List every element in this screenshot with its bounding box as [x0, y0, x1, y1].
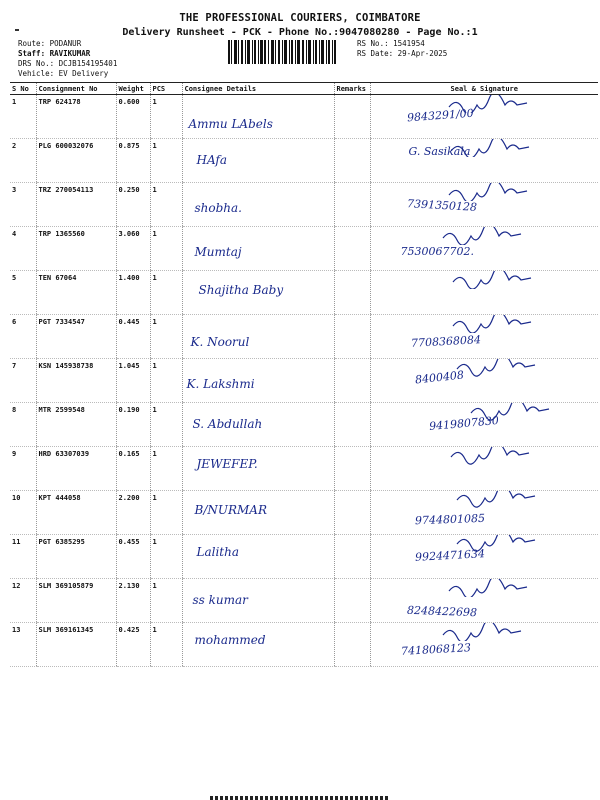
- col-signature: Seal & Signature: [370, 83, 598, 95]
- row-consignee-cell: [182, 623, 334, 667]
- row-signature-cell: [370, 271, 598, 315]
- row-signature-cell: [370, 139, 598, 183]
- table-row: [10, 315, 598, 359]
- row-weight: 1.400: [116, 271, 150, 315]
- scan-edge-mark: [210, 796, 390, 800]
- row-sno: 9: [10, 447, 36, 491]
- row-pcs: 1: [150, 623, 182, 667]
- signature-handwriting: 8400408: [413, 368, 465, 387]
- table-row: [10, 535, 598, 579]
- row-weight: 0.875: [116, 139, 150, 183]
- row-sno: 5: [10, 271, 36, 315]
- signature-handwriting: 9843291/00: [406, 106, 474, 125]
- col-consignee: Consignee Details: [182, 83, 334, 95]
- row-remarks: [334, 491, 370, 535]
- row-weight: 0.600: [116, 95, 150, 139]
- table-row: [10, 359, 598, 403]
- row-consignee-cell: [182, 579, 334, 623]
- row-consignee-cell: [182, 227, 334, 271]
- row-pcs: 1: [150, 95, 182, 139]
- row-consignee-cell: [182, 183, 334, 227]
- drs-label: DRS No.: DCJB154195401: [18, 59, 118, 68]
- row-pcs: 1: [150, 403, 182, 447]
- signature-scribble: [455, 359, 545, 377]
- signature-scribble: [449, 447, 539, 465]
- row-sno: 4: [10, 227, 36, 271]
- row-consignee-cell: [182, 95, 334, 139]
- consignee-handwriting: Mumtaj: [194, 245, 242, 259]
- consignee-handwriting: Shajitha Baby: [198, 283, 284, 297]
- row-consignment-no: HRD 63307039: [36, 447, 116, 491]
- row-remarks: [334, 623, 370, 667]
- runsheet-subtitle: Delivery Runsheet - PCK - Phone No.:9047080280 - Page No.:1: [122, 27, 478, 38]
- row-signature-cell: [370, 227, 598, 271]
- signature-scribble: [441, 623, 531, 641]
- row-consignee-cell: [182, 271, 334, 315]
- signature-handwriting: 8248422698: [406, 603, 477, 620]
- row-consignee-cell: [182, 359, 334, 403]
- signature-scribble: [447, 183, 537, 201]
- row-weight: 3.060: [116, 227, 150, 271]
- table-row: [10, 95, 598, 139]
- row-weight: 0.455: [116, 535, 150, 579]
- table-row: [10, 271, 598, 315]
- row-pcs: 1: [150, 271, 182, 315]
- row-remarks: [334, 403, 370, 447]
- signature-handwriting: 7391350128: [406, 197, 477, 214]
- table-row: [10, 227, 598, 271]
- table-row: [10, 139, 598, 183]
- row-pcs: 1: [150, 447, 182, 491]
- row-remarks: [334, 271, 370, 315]
- row-remarks: [334, 183, 370, 227]
- consignee-handwriting: HAfa: [196, 153, 228, 167]
- row-consignment-no: TRP 1365560: [36, 227, 116, 271]
- signature-handwriting: 7418068123: [400, 641, 471, 658]
- row-sno: 3: [10, 183, 36, 227]
- signature-scribble: [455, 491, 545, 509]
- row-consignment-no: TRZ 270054113: [36, 183, 116, 227]
- consignee-handwriting: S. Abdullah: [192, 417, 263, 431]
- signature-scribble: [441, 227, 531, 245]
- consignee-handwriting: B/NURMAR: [194, 503, 267, 517]
- row-weight: 1.045: [116, 359, 150, 403]
- signature-handwriting: G. Sasikala: [408, 145, 471, 158]
- company-title: THE PROFESSIONAL COURIERS, COIMBATORE: [179, 12, 421, 24]
- signature-scribble: [451, 315, 541, 333]
- col-remarks: Remarks: [334, 83, 370, 95]
- row-weight: 0.165: [116, 447, 150, 491]
- row-consignee-cell: [182, 447, 334, 491]
- row-pcs: 1: [150, 579, 182, 623]
- row-remarks: [334, 227, 370, 271]
- row-consignment-no: SLM 369105879: [36, 579, 116, 623]
- row-sno: 13: [10, 623, 36, 667]
- table-row: [10, 403, 598, 447]
- signature-handwriting: 9744801085: [414, 511, 485, 528]
- row-pcs: 1: [150, 315, 182, 359]
- signature-handwriting: 9924471634: [414, 547, 485, 564]
- row-pcs: 1: [150, 183, 182, 227]
- row-weight: 0.190: [116, 403, 150, 447]
- consignee-handwriting: JEWEFEP.: [196, 457, 258, 471]
- row-pcs: 1: [150, 359, 182, 403]
- runsheet-table: [10, 83, 598, 667]
- signature-scribble: [447, 579, 537, 597]
- row-consignment-no: TRP 624178: [36, 95, 116, 139]
- col-consignment: Consignment No: [36, 83, 116, 95]
- row-consignment-no: TEN 67064: [36, 271, 116, 315]
- row-remarks: [334, 359, 370, 403]
- signature-handwriting: 9419807830: [428, 413, 499, 434]
- table-row: [10, 183, 598, 227]
- row-sno: 11: [10, 535, 36, 579]
- table-row: [10, 491, 598, 535]
- row-consignment-no: PGT 7334547: [36, 315, 116, 359]
- row-consignment-no: MTR 2599548: [36, 403, 116, 447]
- consignee-handwriting: shobha.: [194, 201, 242, 215]
- table-row: [10, 447, 598, 491]
- row-signature-cell: [370, 623, 598, 667]
- row-weight: 2.130: [116, 579, 150, 623]
- signature-handwriting: 7530067702.: [400, 245, 474, 258]
- row-consignment-no: KPT 444058: [36, 491, 116, 535]
- consignee-handwriting: mohammed: [194, 633, 266, 647]
- row-consignee-cell: [182, 315, 334, 359]
- col-sno: S No: [10, 83, 36, 95]
- row-signature-cell: [370, 95, 598, 139]
- row-consignee-cell: [182, 139, 334, 183]
- row-signature-cell: [370, 535, 598, 579]
- barcode-image: [228, 40, 336, 64]
- row-pcs: 1: [150, 535, 182, 579]
- table-header-row: [10, 83, 598, 95]
- row-remarks: [334, 95, 370, 139]
- row-consignee-cell: [182, 491, 334, 535]
- row-sno: 1: [10, 95, 36, 139]
- col-pcs: PCS: [150, 83, 182, 95]
- row-signature-cell: [370, 491, 598, 535]
- row-remarks: [334, 139, 370, 183]
- row-signature-cell: [370, 315, 598, 359]
- table-row: [10, 623, 598, 667]
- row-signature-cell: [370, 579, 598, 623]
- row-remarks: [334, 315, 370, 359]
- row-weight: 0.250: [116, 183, 150, 227]
- row-sno: 12: [10, 579, 36, 623]
- row-signature-cell: [370, 183, 598, 227]
- col-weight: Weight: [116, 83, 150, 95]
- row-consignment-no: SLM 369161345: [36, 623, 116, 667]
- row-remarks: [334, 447, 370, 491]
- row-sno: 7: [10, 359, 36, 403]
- row-weight: 0.425: [116, 623, 150, 667]
- row-sno: 8: [10, 403, 36, 447]
- row-weight: 2.200: [116, 491, 150, 535]
- runsheet-meta-left: [18, 39, 117, 79]
- row-signature-cell: [370, 359, 598, 403]
- consignee-handwriting: Lalitha: [196, 545, 240, 559]
- row-weight: 0.445: [116, 315, 150, 359]
- consignee-handwriting: K. Noorul: [190, 335, 250, 349]
- row-consignee-cell: [182, 403, 334, 447]
- row-remarks: [334, 579, 370, 623]
- signature-scribble: [451, 271, 541, 289]
- route-label: Route: PODANUR: [18, 39, 82, 48]
- row-pcs: 1: [150, 139, 182, 183]
- row-consignee-cell: [182, 535, 334, 579]
- row-sno: 2: [10, 139, 36, 183]
- row-consignment-no: PGT 6385295: [36, 535, 116, 579]
- staff-label: Staff: RAVIKUMAR: [18, 49, 91, 58]
- consignee-handwriting: ss kumar: [192, 593, 248, 607]
- row-consignment-no: KSN 145938738: [36, 359, 116, 403]
- row-signature-cell: [370, 447, 598, 491]
- row-remarks: [334, 535, 370, 579]
- row-signature-cell: [370, 403, 598, 447]
- consignee-handwriting: Ammu LAbels: [188, 117, 273, 131]
- row-pcs: 1: [150, 491, 182, 535]
- runsheet-meta-right: [357, 39, 447, 59]
- rs-number: RS No.: 1541954: [357, 39, 425, 48]
- consignee-handwriting: K. Lakshmi: [186, 377, 255, 391]
- signature-handwriting: 7708368084: [410, 333, 481, 350]
- rs-date: RS Date: 29-Apr-2025: [357, 49, 448, 58]
- row-consignment-no: PLG 600032076: [36, 139, 116, 183]
- row-sno: 6: [10, 315, 36, 359]
- row-pcs: 1: [150, 227, 182, 271]
- row-sno: 10: [10, 491, 36, 535]
- table-row: [10, 579, 598, 623]
- vehicle-label: Vehicle: EV Delivery: [18, 69, 109, 78]
